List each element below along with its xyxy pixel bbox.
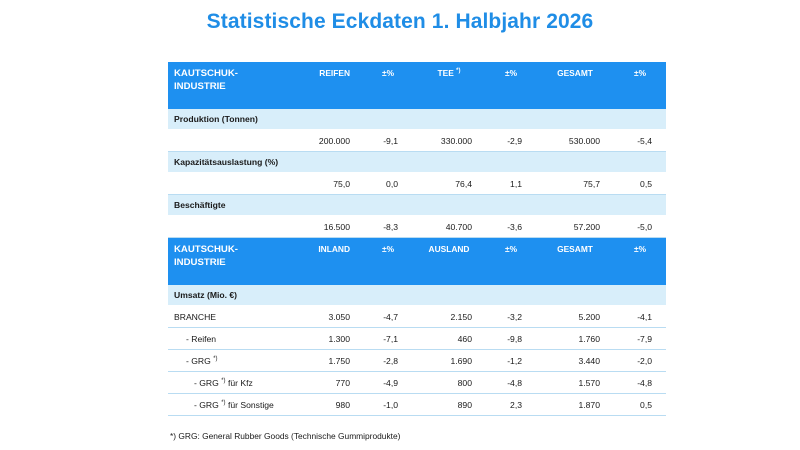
table-row: - GRG *) für Sonstige 980 -1,0 890 2,3 1.870 0,5 bbox=[168, 394, 666, 416]
table-row: BRANCHE 3.050 -4,7 2.150 -3,2 5.200 -4,1 bbox=[168, 306, 666, 328]
row-label: - GRG *) für Kfz bbox=[168, 372, 300, 394]
section-label-row bbox=[168, 109, 666, 130]
column-header: ±% bbox=[364, 62, 412, 109]
table-header-row bbox=[168, 238, 666, 286]
section-label-row bbox=[168, 152, 666, 173]
group-label: Beschäftigte bbox=[168, 195, 666, 216]
row-label: BRANCHE bbox=[168, 306, 300, 328]
group-label: Umsatz (Mio. €) bbox=[168, 285, 666, 306]
table-row: - Reifen 1.300 -7,1 460 -9,8 1.760 -7,9 bbox=[168, 328, 666, 350]
column-header: ±% bbox=[486, 238, 536, 286]
column-header: REIFEN bbox=[300, 62, 364, 109]
page-title: Statistische Eckdaten 1. Halbjahr 2026 bbox=[206, 10, 594, 33]
table-row: 75,0 0,0 76,4 1,1 75,7 0,5 bbox=[168, 173, 666, 195]
column-header: GESAMT bbox=[536, 62, 614, 109]
row-label: - GRG *) für Sonstige bbox=[168, 394, 300, 416]
section-label-row bbox=[168, 195, 666, 216]
table-row: 200.000 -9,1 330.000 -2,9 530.000 -5,4 bbox=[168, 130, 666, 152]
section-label-row bbox=[168, 285, 666, 306]
row-label: - GRG *) bbox=[168, 350, 300, 372]
column-header: TEE *) bbox=[412, 62, 486, 109]
table-header-row bbox=[168, 62, 666, 109]
column-header: AUSLAND bbox=[412, 238, 486, 286]
group-label: Produktion (Tonnen) bbox=[168, 109, 666, 130]
column-header: ±% bbox=[364, 238, 412, 286]
footnote: *) GRG: General Rubber Goods (Technische Gummiprodukte) bbox=[170, 431, 401, 441]
column-header: GESAMT bbox=[536, 238, 614, 286]
header-label: KAUTSCHUK- INDUSTRIE bbox=[168, 238, 300, 286]
column-header: ±% bbox=[614, 238, 666, 286]
group-label: Kapazitätsauslastung (%) bbox=[168, 152, 666, 173]
statistics-table bbox=[168, 62, 666, 416]
column-header: ±% bbox=[614, 62, 666, 109]
header-label: KAUTSCHUK- INDUSTRIE bbox=[168, 62, 300, 109]
column-header: ±% bbox=[486, 62, 536, 109]
table-row: 16.500 -8,3 40.700 -3,6 57.200 -5,0 bbox=[168, 216, 666, 238]
table-row: - GRG *) 1.750 -2,8 1.690 -1,2 3.440 -2,0 bbox=[168, 350, 666, 372]
column-header: INLAND bbox=[300, 238, 364, 286]
row-label: - Reifen bbox=[168, 328, 300, 350]
table-row: - GRG *) für Kfz 770 -4,9 800 -4,8 1.570 -4,8 bbox=[168, 372, 666, 394]
